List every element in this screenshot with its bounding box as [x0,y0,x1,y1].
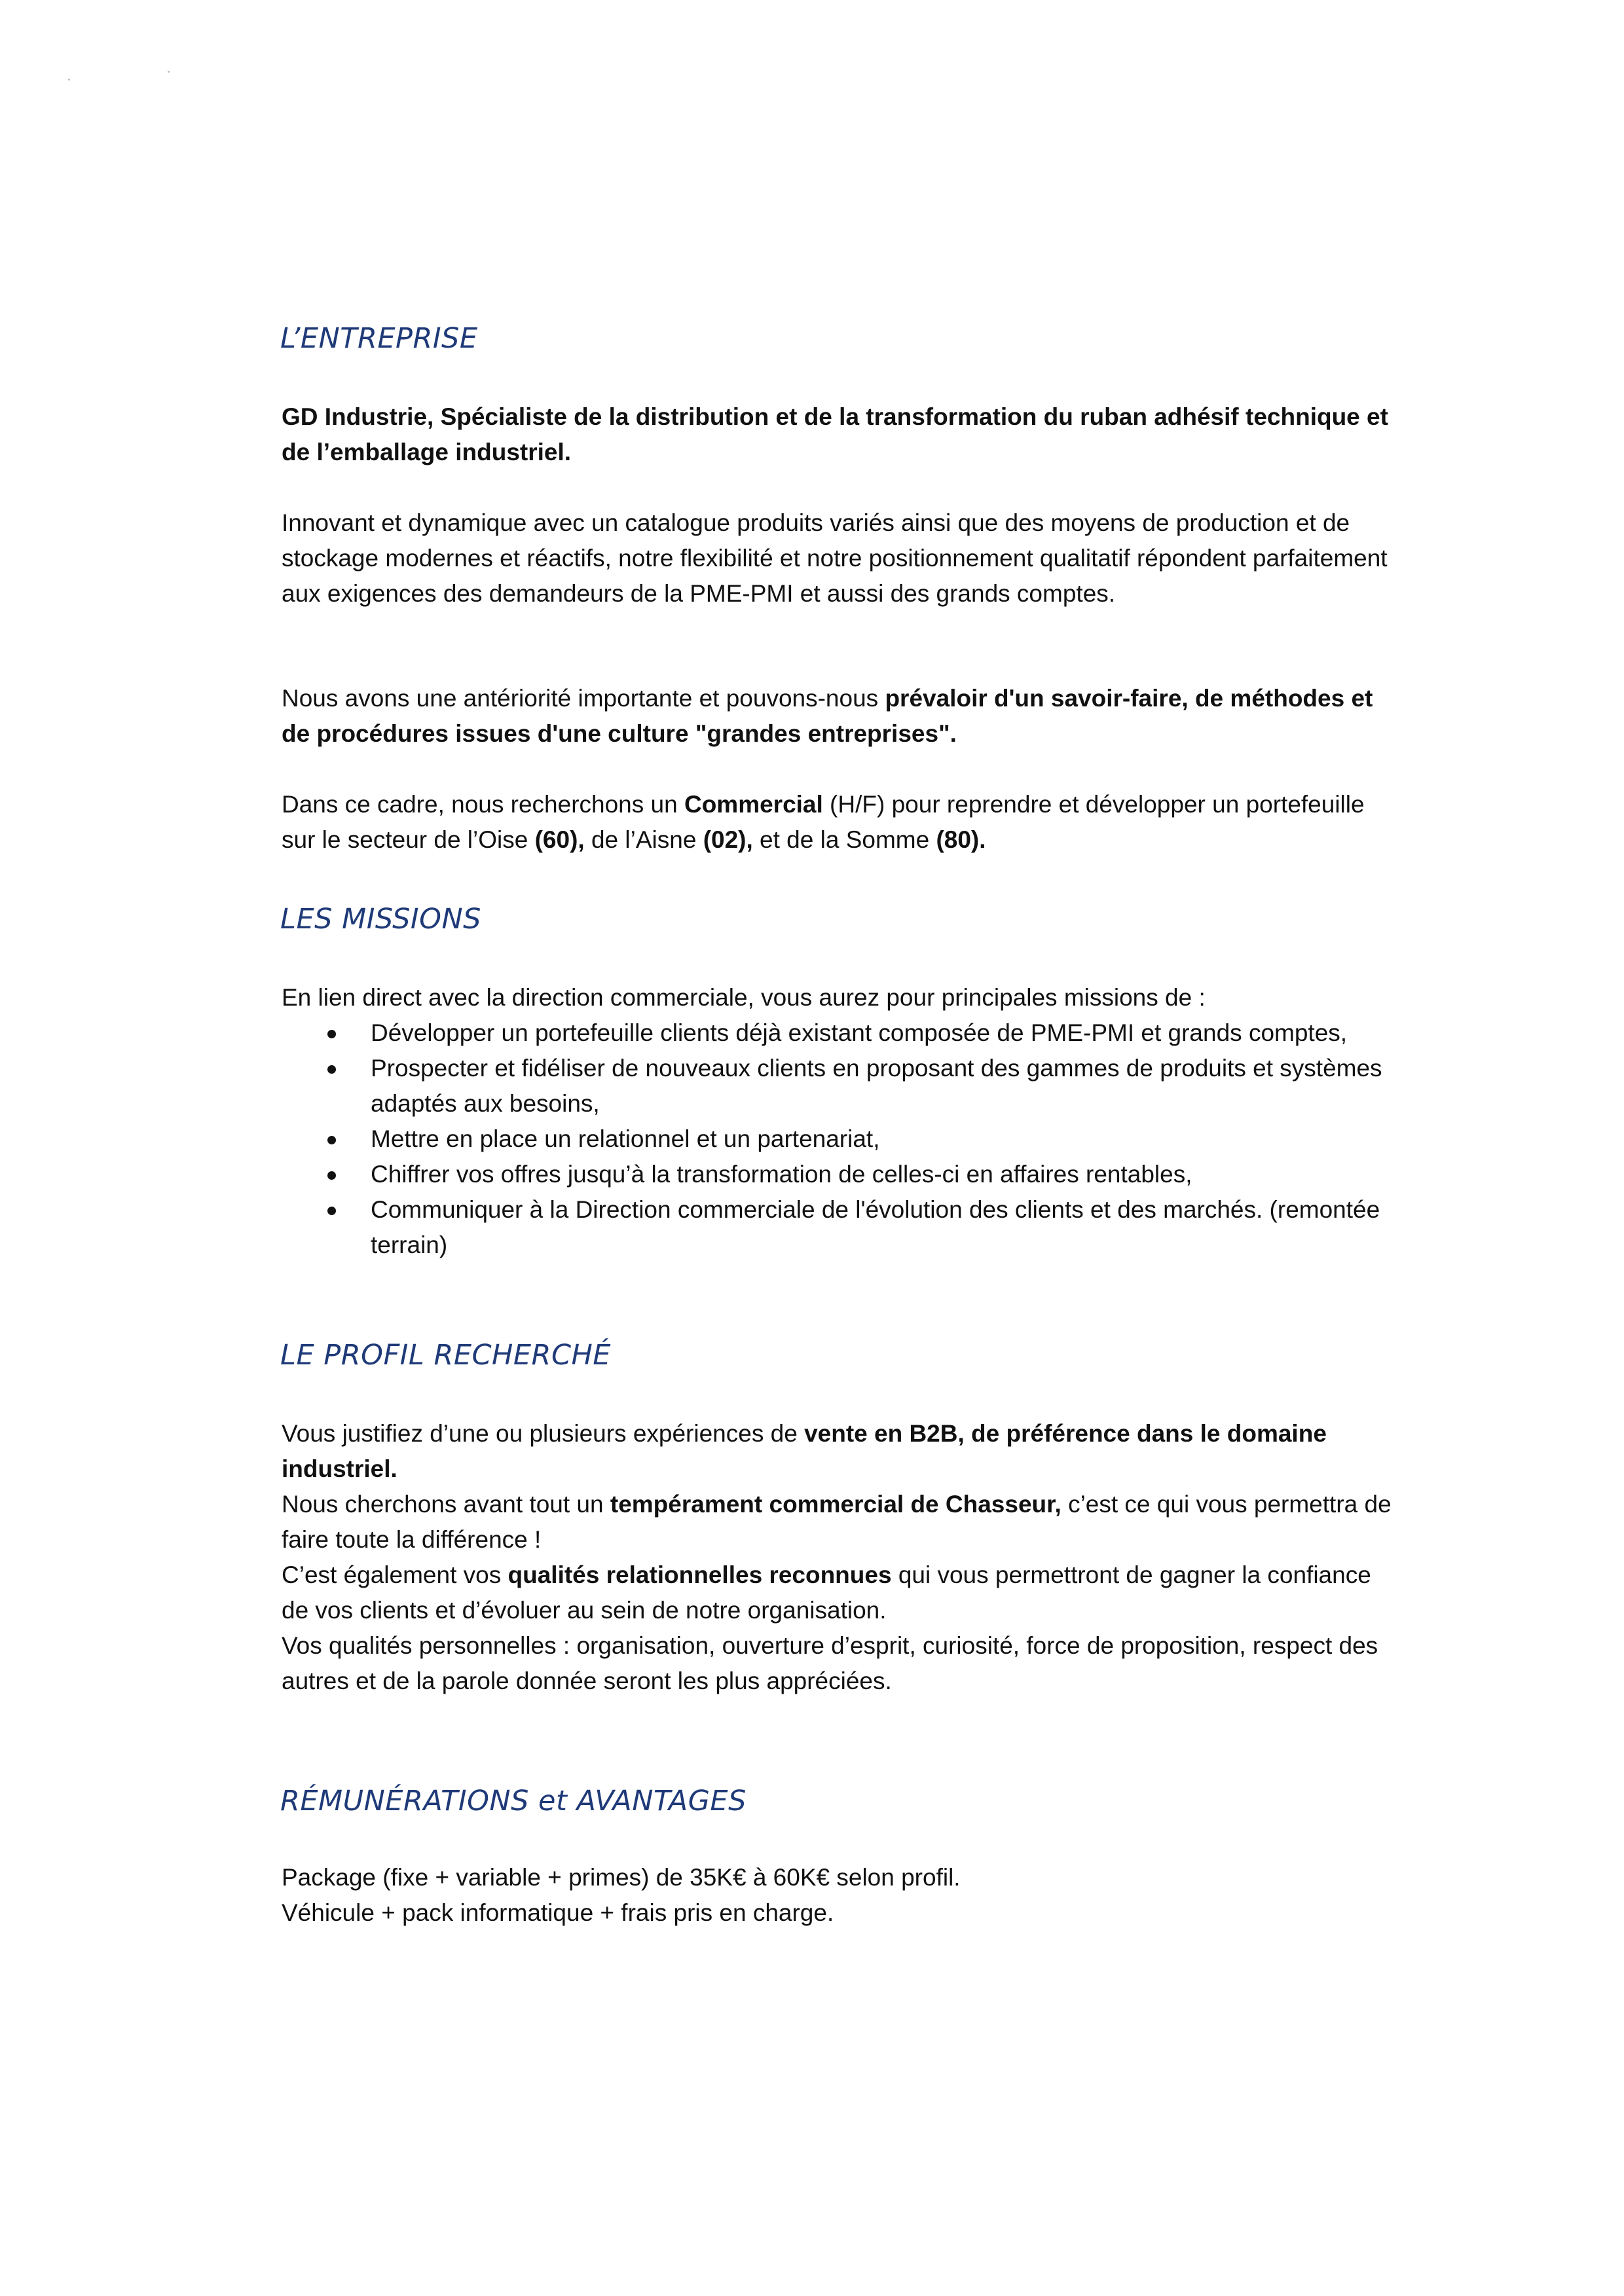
bullet-icon [327,1030,336,1038]
mission-text: Prospecter et fidéliser de nouveaux clients en proposant des gammes de produits et systèmes adaptés aux besoins, [371,1055,1382,1117]
bullet-icon [327,1207,336,1215]
remuneration-benefits: Véhicule + pack informatique + frais pris en charge. [282,1899,834,1926]
anteriority-highlight: prévaloir d'un savoir-faire, de méthodes et de procédures issues d'une culture "grandes entreprises". [282,685,1373,747]
mission-text: Communiquer à la Direction commerciale de l'évolution des clients et des marchés. (remontée terrain) [371,1196,1380,1258]
remuneration-details [282,1860,1395,1931]
bullet-icon [327,1171,336,1180]
profile-relational-text-2: qui vous permettront de gagner la confiance de vos clients et d’évoluer au sein de notre organisation. [282,1561,1371,1624]
context-text-2: (H/F) pour reprendre et développer un portefeuille sur le secteur de l’Oise [282,791,1365,853]
profile-relational-text-1: C’est également vos [282,1561,508,1588]
profile-qualities: Vos qualités personnelles : organisation, ouverture d’esprit, curiosité, force de proposition, respect des autres et de la parole donnée seront les plus appréciées. [282,1632,1378,1694]
mission-item [282,1192,1395,1263]
job-context [282,787,1395,858]
profile-temperament-text-2: c’est ce qui vous permettra de faire toute la différence ! [282,1491,1392,1553]
section-heading-profil: LE PROFIL RECHERCHÉ [280,1339,611,1372]
profile-experience-text: Vous justifiez d’une ou plusieurs expériences de [282,1420,805,1447]
department-oise: (60), [534,826,585,853]
mission-item [282,1157,1395,1192]
context-text-1: Dans ce cadre, nous recherchons un [282,791,684,818]
mission-item [282,1051,1395,1121]
anteriority-text: Nous avons une antériorité importante et pouvons-nous [282,685,885,712]
missions-list [282,1015,1395,1263]
remuneration-package: Package (fixe + variable + primes) de 35K€ à 60K€ selon profil. [282,1864,961,1891]
scan-speck [168,71,170,73]
context-text-3: de l’Aisne [584,826,703,853]
mission-text: Développer un portefeuille clients déjà existant composée de PME-PMI et grands comptes, [371,1019,1348,1046]
profile-temperament-text-1: Nous cherchons avant tout un [282,1491,610,1518]
profile-relational-highlight: qualités relationnelles reconnues [507,1561,892,1588]
company-description: Innovant et dynamique avec un catalogue produits variés ainsi que des moyens de production et de stockage modernes et réactifs, notre flexibilité et notre positionnement qualitatif répondent parfaitement aux exigences des demandeurs de la PME-PMI et aussi des grands comptes. [282,509,1388,607]
section-heading-missions: LES MISSIONS [280,903,481,936]
company-anteriority [282,681,1395,752]
job-title: Commercial [684,791,823,818]
mission-item [282,1121,1395,1157]
profile-experience-highlight: vente en B2B, de préférence dans le domaine industriel. [282,1420,1327,1482]
mission-item [282,1015,1395,1051]
bullet-icon [327,1136,336,1144]
department-somme: (80). [936,826,986,853]
missions-intro: En lien direct avec la direction commerciale, vous aurez pour principales missions de : [282,984,1206,1011]
profile-temperament-highlight: tempérament commercial de Chasseur, [610,1491,1061,1518]
context-text-4: et de la Somme [752,826,936,853]
scan-speck [68,79,70,81]
mission-text: Mettre en place un relationnel et un partenariat, [371,1125,880,1152]
mission-text: Chiffrer vos offres jusqu’à la transformation de celles-ci en affaires rentables, [371,1161,1192,1188]
section-heading-remuneration: RÉMUNÉRATIONS et AVANTAGES [280,1785,747,1817]
bullet-icon [327,1065,336,1074]
section-heading-entreprise: L’ENTREPRISE [280,322,478,355]
company-intro [282,399,1395,470]
department-aisne: (02), [703,826,753,853]
company-intro-text: GD Industrie, Spécialiste de la distribution et de la transformation du ruban adhésif technique et de l’emballage industriel. [282,403,1388,465]
profile-experience [282,1416,1395,1699]
